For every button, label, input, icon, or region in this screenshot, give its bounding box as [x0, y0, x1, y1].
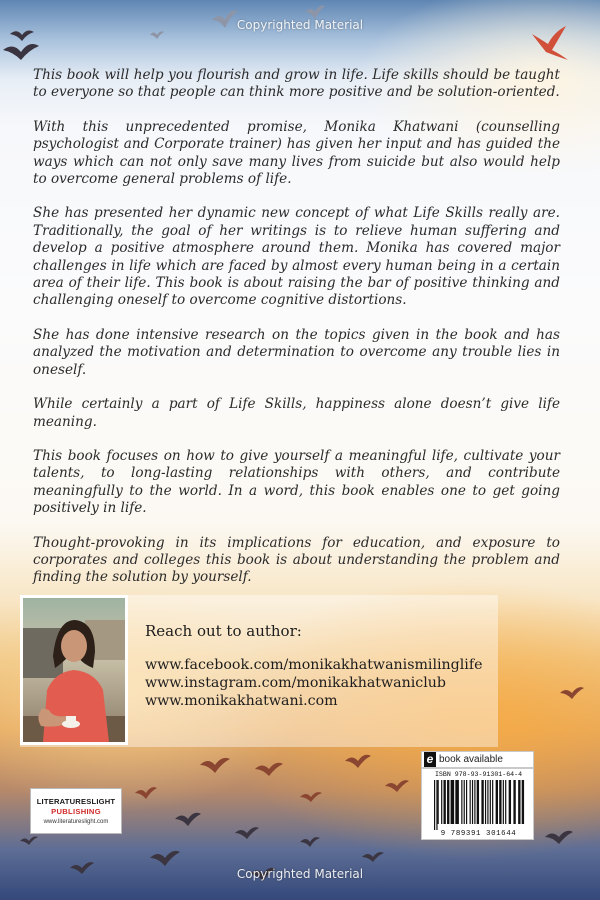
- barcode-bar: [509, 780, 511, 824]
- bird-silhouette: [20, 835, 38, 847]
- copyright-watermark: Copyrighted Material: [236, 867, 364, 881]
- instagram-link[interactable]: www.instagram.com/monikakhatwaniclub: [145, 675, 446, 691]
- bird-silhouette: [235, 825, 259, 841]
- isbn-label: ISBN 978-93-91301-64-4: [434, 771, 523, 778]
- facebook-link[interactable]: www.facebook.com/monikakhatwanismilinglife: [145, 657, 483, 673]
- barcode-bar: [474, 780, 475, 824]
- barcode-bar: [503, 780, 504, 824]
- barcode-bars: [434, 780, 530, 830]
- copyright-watermark: Copyrighted Material: [236, 18, 364, 32]
- barcode-bar: [443, 780, 445, 824]
- bird-silhouette: [3, 40, 39, 64]
- publisher-name: LITERATURESLIGHT: [36, 797, 116, 806]
- bird-silhouette: [385, 778, 409, 794]
- blurb-paragraph: She has done intensive research on the topics given in the book and has analyzed the motivation and determination to overcome any trouble lies in oneself.: [33, 326, 560, 378]
- reach-out-heading: Reach out to author:: [145, 622, 302, 640]
- barcode-digits: 9 789391 301644: [440, 830, 517, 838]
- author-links: [145, 656, 515, 710]
- bird-silhouette: [300, 835, 320, 849]
- blurb-paragraph: She has presented her dynamic new concept of what Life Skills really are. Traditionally, the goal of her writings is to relieve human suffering and develop a positive atmosphere around them. Monika has covered major challenges in life which are faced by almost every human being in a certain area of their life. This book is about raising the bar of positive thinking and challenging oneself to overcome cognitive distortions.: [33, 205, 560, 309]
- ebook-label: book available: [439, 754, 503, 765]
- publisher-logo: [30, 788, 122, 834]
- barcode-bar: [522, 780, 524, 824]
- barcode-bar: [481, 780, 483, 824]
- barcode-bar: [490, 780, 491, 824]
- blurb-paragraph: While certainly a part of Life Skills, happiness alone doesn’t give life meaning.: [33, 396, 560, 430]
- barcode-bar: [496, 780, 498, 824]
- bird-silhouette: [255, 760, 283, 778]
- barcode-bar: [441, 780, 442, 824]
- author-portrait-illustration: [23, 598, 125, 742]
- barcode-bar: [505, 780, 506, 824]
- barcode-bar: [434, 780, 435, 830]
- isbn-barcode: [421, 768, 534, 840]
- publisher-subtitle: PUBLISHING: [51, 806, 101, 816]
- blurb-paragraph: This book focuses on how to give yourself a meaningful life, cultivate your talents, to long-lasting relationships with others, and contribute meaningfully to the world. In a word, this book enables one to get going positively in life.: [33, 447, 560, 517]
- blurb-paragraph: This book will help you flourish and grow in life. Life skills should be taught to everyone so that people can think more positive and be solution-oriented.: [33, 67, 560, 101]
- barcode-bar: [436, 780, 437, 830]
- barcode-bar: [466, 780, 467, 824]
- ebook-available-badge: [421, 751, 534, 768]
- barcode-bar: [477, 780, 479, 824]
- barcode-bar: [485, 780, 486, 824]
- barcode-bar: [461, 780, 462, 824]
- bird-silhouette: [150, 848, 180, 868]
- bird-silhouette: [135, 785, 157, 801]
- bird-silhouette: [345, 752, 371, 770]
- barcode-bar: [487, 780, 488, 824]
- barcode-bar: [438, 780, 439, 824]
- bird-silhouette: [560, 685, 584, 701]
- barcode-bar: [472, 780, 473, 824]
- barcode-bar: [464, 780, 465, 824]
- website-link[interactable]: www.monikakhatwani.com: [145, 693, 338, 709]
- barcode-bar: [470, 780, 471, 824]
- author-photo: [20, 595, 128, 745]
- blurb-paragraph: Thought-provoking in its implications for education, and exposure to corporates and colleges this book is about understanding the problem and finding the solution by yourself.: [33, 534, 560, 586]
- barcode-bar: [492, 780, 493, 824]
- bird-silhouette: [300, 790, 322, 804]
- publisher-url: www.literatureslight.com: [43, 819, 109, 826]
- ebook-icon: e: [424, 752, 436, 767]
- bird-silhouette: [545, 828, 573, 846]
- barcode-bar: [499, 780, 501, 824]
- bird-silhouette: [362, 850, 384, 864]
- barcode-bar: [455, 780, 459, 824]
- bird-silhouette: [175, 810, 201, 828]
- barcode-bar: [513, 780, 515, 824]
- blurb-paragraph: With this unprecedented promise, Monika Khatwani (counselling psychologist and Corporate trainer) has given her input and has guided the ways which can not only save many lives from suicide but also would help to overcome general problems of life.: [33, 118, 560, 188]
- barcode-bar: [451, 780, 455, 824]
- barcode-bar: [518, 780, 520, 824]
- book-description: [33, 67, 560, 604]
- barcode-bar: [447, 780, 449, 824]
- bird-silhouette: [200, 755, 230, 775]
